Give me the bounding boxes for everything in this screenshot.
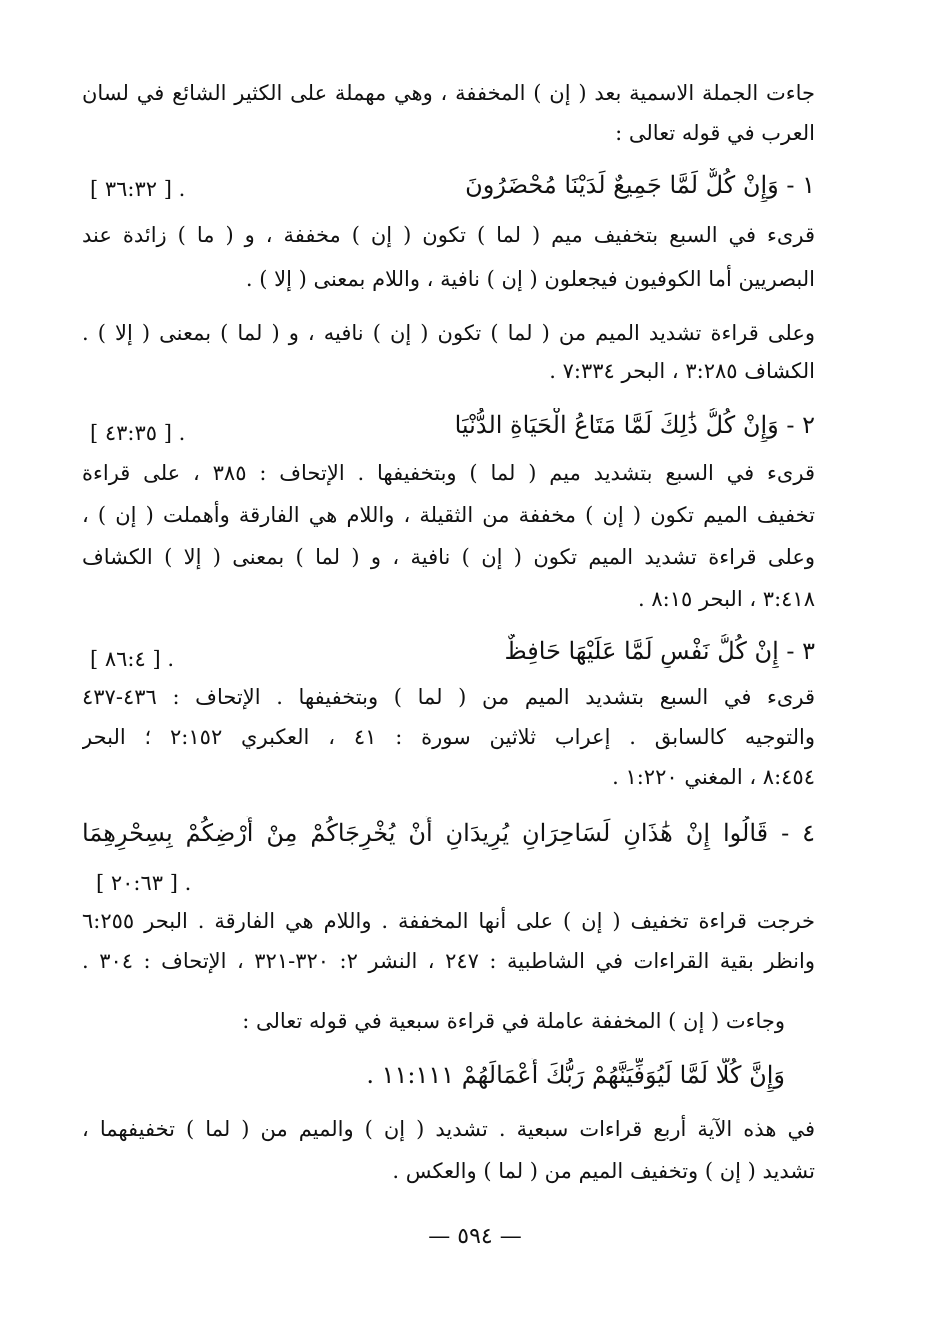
closing-line-2: في هذه الآية أربع قراءات سبعية . تشديد ( إن ) والميم من ( لما ) تخفيفهما ، xyxy=(82,1117,815,1141)
verse-2: ٢ - وَإِنْ كُلُّ ذَٰلِكَ لَمَّا مَتَاعُ الْحَيَاةِ الدُّنْيَا xyxy=(454,411,815,439)
closing-line-1: وجاءت ( إن ) المخففة عاملة في قراءة سبعية في قوله تعالى : xyxy=(242,1009,785,1033)
item-2-line-4: ٣:٤١٨ ، البحر ٨:١٥ . xyxy=(637,587,815,611)
item-1-line-3: وعلى قراءة تشديد الميم من ( لما ) تكون ( إن ) نافيه ، و ( لما ) بمعنى ( إلا ) . xyxy=(82,321,815,345)
verse-3-reference: [ ٨٦:٤ ] . xyxy=(90,647,175,671)
item-2-line-1: قرىء في السبع بتشديد ميم ( لما ) وبتخفيفها . الإتحاف : ٣٨٥ ، على قراءة xyxy=(82,461,815,485)
closing-verse: وَإِنَّ كُلًّا لَمَّا لَيُوَفِّيَنَّهُمْ رَبُّكَ أَعْمَالَهُمْ ١١:١١١ . xyxy=(366,1061,785,1089)
verse-1: ١ - وَإِنْ كُلٌّ لَمَّا جَمِيعٌ لَدَيْنَا مُحْضَرُونَ xyxy=(465,171,815,199)
closing-line-3: تشديد ( إن ) وتخفيف الميم من ( لما ) والعكس . xyxy=(392,1159,815,1183)
verse-4: ٤ - قَالُوا إِنْ هَٰذَانِ لَسَاحِرَانِ يُرِيدَانِ أَنْ يُخْرِجَاكُمْ مِنْ أَرْضِكُمْ بِسِحْرِهِمَا xyxy=(82,819,815,847)
item-1-line-1: قرىء في السبع بتخفيف ميم ( لما ) تكون ( إن ) مخففة ، و ( ما ) زائدة عند xyxy=(82,223,815,247)
item-4-line-2: وانظر بقية القراءات في الشاطبية : ٢٤٧ ، النشر ٢: ٣٢٠-٣٢١ ، الإتحاف : ٣٠٤ . xyxy=(82,949,815,973)
verse-1-reference: [ ٣٦:٣٢ ] . xyxy=(90,177,186,201)
page-number: — ٥٩٤ — xyxy=(428,1224,522,1249)
item-3-line-3: ٨:٤٥٤ ، المغني ١:٢٢٠ . xyxy=(612,765,815,789)
item-2-line-3: وعلى قراءة تشديد الميم تكون ( إن ) نافية ، و ( لما ) بمعنى ( إلا ) الكشاف xyxy=(82,545,815,569)
item-3-line-1: قرىء في السبع بتشديد الميم من ( لما ) وبتخفيفها . الإتحاف : ٤٣٦-٤٣٧ xyxy=(82,685,815,709)
verse-2-reference: [ ٤٣:٣٥ ] . xyxy=(90,421,186,445)
intro-line-1: جاءت الجملة الاسمية بعد ( إن ) المخففة ، وهي مهملة على الكثير الشائع في لسان xyxy=(82,81,815,105)
item-2-line-2: تخفيف الميم تكون ( إن ) مخففة من الثقيلة ، واللام هي الفارقة وأهملت ( إن ) ، xyxy=(82,503,815,527)
item-1-line-4: الكشاف ٣:٢٨٥ ، البحر ٧:٣٣٤ . xyxy=(549,359,815,383)
verse-4-reference: [ ٢٠:٦٣ ] . xyxy=(96,871,192,895)
item-1-line-2: البصريين أما الكوفيون فيجعلون ( إن ) نافية ، واللام بمعنى ( إلا ) . xyxy=(245,267,815,291)
verse-3: ٣ - إِنْ كُلُّ نَفْسٍ لَمَّا عَلَيْهَا حَافِظٌ xyxy=(504,637,815,665)
intro-line-2: العرب في قوله تعالى : xyxy=(615,121,815,145)
item-4-line-1: خرجت قراءة تخفيف ( إن ) على أنها المخففة . واللام هي الفارقة . البحر ٦:٢٥٥ xyxy=(82,909,815,933)
item-3-line-2: والتوجيه كالسابق . إعراب ثلاثين سورة : ٤١ ، العكبري ٢:١٥٢ ؛ البحر xyxy=(82,725,815,749)
